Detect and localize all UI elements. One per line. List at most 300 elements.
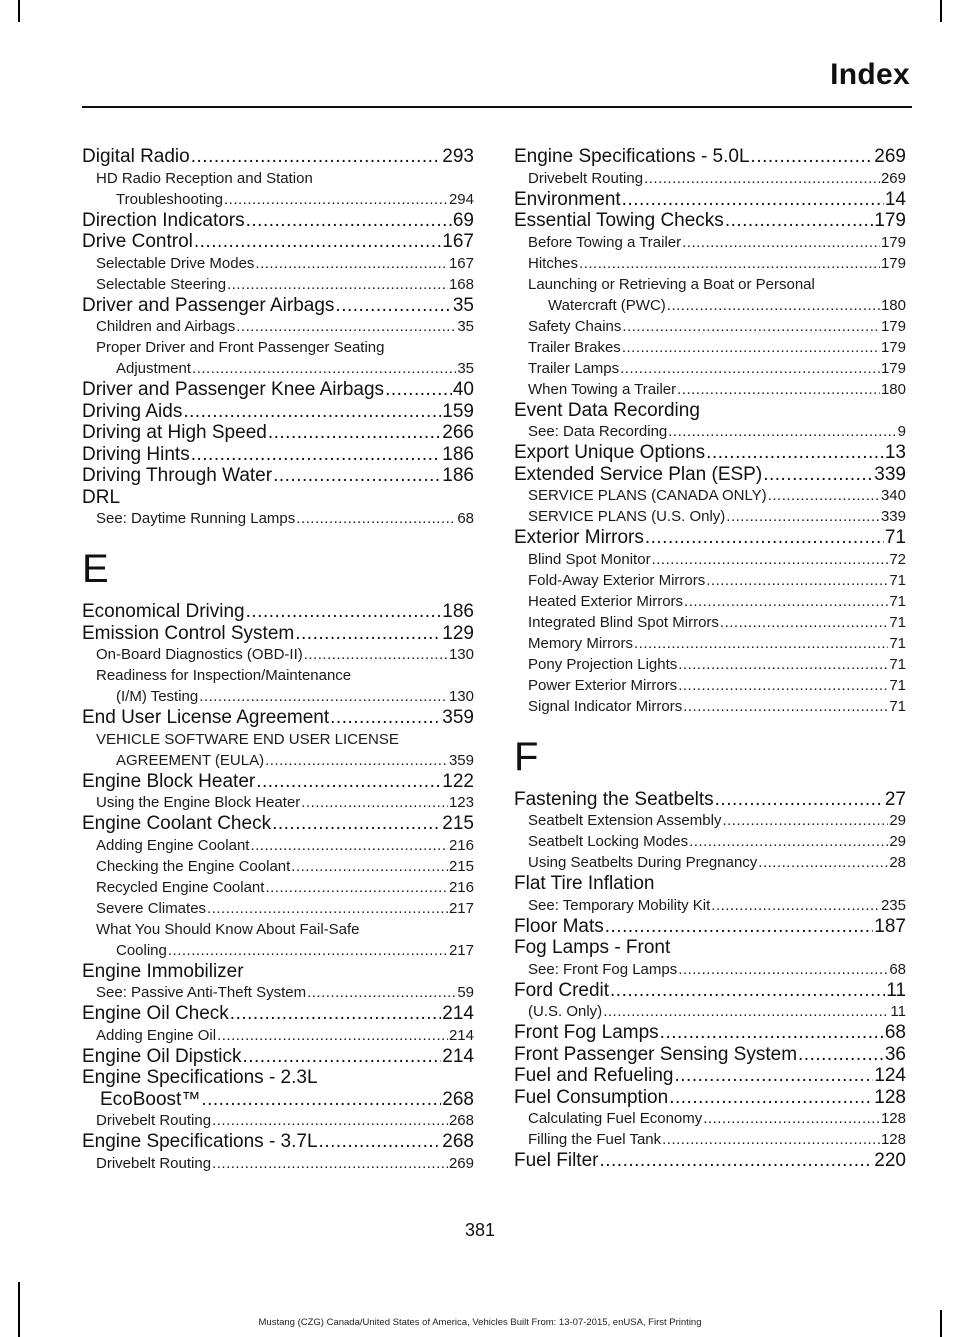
entry-page-number: 35	[452, 294, 474, 316]
entry-page-number: 69	[452, 209, 474, 231]
entry-page-number: 71	[889, 613, 906, 631]
entry-page-number: 217	[448, 899, 474, 917]
dot-leader	[273, 465, 441, 487]
entry-title: Seatbelt Locking Modes	[528, 833, 689, 850]
index-entry	[82, 253, 474, 274]
dot-leader	[212, 1110, 448, 1131]
dot-leader	[610, 980, 885, 1002]
entry-title: Recycled Engine Coolant	[96, 878, 265, 896]
dot-leader	[722, 810, 888, 831]
entry-title: Driving Through Water	[82, 465, 273, 486]
dot-leader	[652, 549, 889, 570]
index-entry	[82, 835, 474, 856]
index-heading: Engine Immobilizer	[82, 960, 244, 982]
entry-title: Engine Coolant Check	[82, 813, 272, 834]
entry-title: When Towing a Trailer	[528, 380, 677, 398]
entry-title: Calculating Fuel Economy	[528, 1110, 703, 1127]
entry-page-number: 27	[884, 788, 906, 810]
entry-title: Checking the Engine Coolant	[96, 857, 291, 875]
index-entry	[514, 421, 906, 442]
entry-page-number: 40	[452, 379, 474, 400]
entry-page-number: 214	[448, 1026, 474, 1044]
index-entry	[514, 1001, 906, 1022]
dot-leader	[667, 295, 880, 316]
index-entry	[514, 633, 906, 654]
page-title: Index	[830, 58, 910, 91]
index-entry	[514, 570, 906, 591]
entry-page-number: 68	[884, 1022, 906, 1043]
index-entry	[82, 444, 474, 466]
entry-title: Essential Towing Checks	[514, 210, 724, 231]
dot-leader	[768, 485, 880, 506]
index-entry	[82, 771, 474, 793]
entry-page-number: 216	[448, 836, 474, 854]
index-heading: Event Data Recording	[514, 399, 700, 421]
index-entry	[82, 1131, 474, 1153]
index-heading: HD Radio Reception and Station	[96, 169, 313, 187]
dot-leader	[622, 337, 880, 358]
entry-page-number: 124	[874, 1065, 906, 1086]
entry-page-number: 186	[442, 465, 474, 486]
dot-leader	[212, 1153, 448, 1174]
entry-title: Front Passenger Sensing System	[514, 1043, 798, 1065]
index-entry	[82, 465, 474, 487]
index-entry	[82, 1089, 474, 1111]
index-entry	[514, 379, 906, 400]
dot-leader	[706, 442, 884, 464]
index-entry	[514, 1065, 906, 1087]
entry-title: See: Daytime Running Lamps	[96, 510, 296, 527]
entry-page-number: 35	[457, 318, 474, 335]
index-entry	[514, 168, 906, 189]
entry-title: Engine Oil Dipstick	[82, 1045, 242, 1067]
dot-leader	[236, 316, 456, 337]
entry-page-number: 294	[448, 190, 474, 208]
dot-leader	[307, 982, 456, 1003]
entry-page-number: 359	[448, 751, 474, 769]
index-entry	[82, 401, 474, 423]
entry-title: Cooling	[116, 941, 167, 959]
entry-page-number: 13	[884, 442, 906, 463]
entry-page-number: 339	[874, 463, 906, 485]
index-entry	[82, 316, 474, 337]
index-entry	[82, 231, 474, 253]
index-entry	[514, 337, 906, 358]
index-heading: DRL	[82, 486, 121, 508]
dot-leader	[268, 422, 441, 444]
index-entry	[514, 1087, 906, 1109]
entry-page-number: 179	[880, 317, 906, 335]
dot-leader	[798, 1044, 884, 1066]
entry-page-number: 29	[889, 812, 906, 829]
entry-title: Digital Radio	[82, 146, 190, 167]
dot-leader	[683, 696, 888, 717]
index-entry	[514, 959, 906, 980]
dot-leader	[599, 1150, 873, 1172]
index-entry	[82, 1046, 474, 1068]
entry-title: Trailer Lamps	[528, 359, 620, 377]
dot-leader	[265, 877, 448, 898]
entry-page-number: 159	[442, 400, 474, 422]
entry-page-number: 186	[442, 443, 474, 465]
entry-title: Floor Mats	[514, 915, 604, 937]
dot-leader	[207, 898, 448, 919]
entry-title: Memory Mirrors	[528, 634, 633, 652]
dot-leader	[191, 146, 442, 168]
dot-leader	[763, 464, 873, 486]
entry-title: Export Unique Options	[514, 442, 706, 463]
dot-leader	[242, 1046, 441, 1068]
entry-title: Filling the Fuel Tank	[528, 1131, 662, 1148]
index-entry	[514, 1044, 906, 1066]
entry-title: Signal Indicator Mirrors	[528, 697, 683, 715]
entry-title: On-Board Diagnostics (OBD-II)	[96, 646, 303, 663]
entry-page-number: 123	[448, 794, 474, 811]
crop-mark-top-right	[940, 0, 942, 22]
entry-title: Driving at High Speed	[82, 422, 267, 443]
entry-page-number: 11	[886, 979, 906, 1001]
dot-leader	[662, 1129, 880, 1150]
entry-page-number: 71	[889, 634, 906, 652]
header-rule	[82, 106, 912, 108]
entry-page-number: 71	[889, 571, 906, 589]
index-entry	[82, 601, 474, 623]
dot-leader	[319, 1131, 442, 1153]
entry-page-number: 9	[897, 423, 906, 440]
entry-page-number: 187	[874, 915, 906, 937]
dot-leader	[291, 856, 448, 877]
entry-page-number: 339	[880, 508, 906, 525]
index-entry	[514, 253, 906, 274]
dot-leader	[256, 771, 441, 793]
entry-title: Heated Exterior Mirrors	[528, 592, 684, 610]
index-heading: Fog Lamps - Front	[514, 937, 671, 958]
index-entry	[82, 1003, 474, 1025]
index-entry	[82, 379, 474, 401]
entry-page-number: 71	[889, 697, 906, 715]
dot-leader	[668, 421, 896, 442]
dot-leader	[330, 707, 441, 729]
index-entry	[514, 895, 906, 916]
index-entry	[82, 358, 474, 379]
dot-leader	[669, 1087, 873, 1109]
dot-leader	[706, 570, 888, 591]
entry-title: (I/M) Testing	[116, 688, 199, 705]
entry-title: Engine Specifications - 5.0L	[514, 146, 750, 167]
index-entry	[82, 422, 474, 444]
entry-page-number: 71	[889, 655, 906, 673]
entry-title: AGREEMENT (EULA)	[116, 751, 265, 769]
dot-leader	[620, 358, 880, 379]
index-entry	[514, 549, 906, 570]
dot-leader	[295, 623, 441, 645]
dot-leader	[677, 379, 880, 400]
entry-title: Blind Spot Monitor	[528, 550, 651, 568]
dot-leader	[644, 168, 880, 189]
dot-leader	[224, 189, 448, 210]
index-entry	[514, 358, 906, 379]
entry-title: (U.S. Only)	[528, 1003, 603, 1020]
entry-title: SERVICE PLANS (CANADA ONLY)	[528, 487, 767, 504]
index-entry	[82, 898, 474, 919]
dot-leader	[183, 401, 441, 423]
index-entry	[82, 707, 474, 729]
entry-title: Trailer Brakes	[528, 338, 621, 356]
index-entry	[82, 274, 474, 295]
entry-page-number: 28	[889, 854, 906, 871]
entry-page-number: 359	[442, 707, 474, 728]
entry-title: Environment	[514, 188, 621, 210]
entry-page-number: 72	[889, 550, 906, 568]
index-entry	[514, 506, 906, 527]
index-entry	[514, 316, 906, 337]
index-entry	[514, 675, 906, 696]
dot-leader	[678, 654, 888, 675]
entry-title: Selectable Drive Modes	[96, 254, 255, 272]
index-entry	[514, 591, 906, 612]
index-entry	[514, 527, 906, 549]
entry-page-number: 168	[448, 275, 474, 293]
entry-title: Drive Control	[82, 231, 193, 252]
dot-leader	[250, 835, 448, 856]
index-entry	[514, 146, 906, 168]
entry-title: Drivebelt Routing	[96, 1154, 212, 1172]
dot-leader	[711, 895, 880, 916]
crop-mark-bottom-left	[18, 1282, 20, 1337]
entry-title: Extended Service Plan (ESP)	[514, 463, 763, 485]
index-entry	[514, 980, 906, 1002]
entry-title: Fuel Filter	[514, 1150, 599, 1171]
entry-title: See: Temporary Mobility Kit	[528, 896, 711, 914]
entry-page-number: 180	[880, 296, 906, 314]
entry-page-number: 122	[442, 770, 474, 792]
entry-page-number: 269	[880, 169, 906, 187]
entry-title: End User License Agreement	[82, 707, 330, 728]
dot-leader	[255, 253, 448, 274]
entry-page-number: 214	[442, 1045, 474, 1067]
entry-page-number: 130	[448, 646, 474, 663]
index-heading: What You Should Know About Fail-Safe	[96, 920, 360, 938]
entry-page-number: 268	[442, 1131, 474, 1152]
entry-page-number: 68	[457, 510, 474, 527]
index-entry	[82, 686, 474, 707]
entry-page-number: 129	[442, 622, 474, 644]
entry-page-number: 167	[448, 254, 474, 272]
index-entry	[514, 789, 906, 811]
index-heading: VEHICLE SOFTWARE END USER LICENSE	[96, 730, 399, 748]
index-entry	[514, 442, 906, 464]
index-entry	[82, 856, 474, 877]
entry-page-number: 36	[884, 1043, 906, 1065]
index-entry	[514, 464, 906, 486]
index-heading: Readiness for Inspection/Maintenance	[96, 667, 352, 684]
entry-page-number: 217	[448, 941, 474, 959]
entry-title: SERVICE PLANS (U.S. Only)	[528, 508, 726, 525]
index-entry	[514, 210, 906, 232]
entry-title: Pony Projection Lights	[528, 655, 678, 673]
dot-leader	[304, 644, 448, 665]
dot-leader	[675, 1065, 874, 1087]
entry-title: See: Passive Anti-Theft System	[96, 984, 307, 1001]
entry-page-number: 268	[442, 1088, 474, 1110]
dot-leader	[201, 1089, 441, 1111]
entry-title: Selectable Steering	[96, 275, 227, 293]
index-entry	[82, 146, 474, 168]
entry-title: Driver and Passenger Knee Airbags	[82, 379, 385, 400]
index-entry	[514, 916, 906, 938]
entry-title: Driving Aids	[82, 400, 183, 422]
index-column-left	[82, 146, 474, 1174]
dot-leader	[230, 1003, 442, 1025]
entry-page-number: 179	[874, 210, 906, 231]
index-heading: Launching or Retrieving a Boat or Personal	[528, 275, 815, 293]
dot-leader	[579, 253, 880, 274]
entry-page-number: 215	[448, 857, 474, 875]
index-entry	[514, 1022, 906, 1044]
entry-page-number: 180	[880, 380, 906, 398]
entry-title: Exterior Mirrors	[514, 527, 644, 548]
entry-title: Adjustment	[116, 360, 192, 377]
entry-page-number: 128	[874, 1086, 906, 1108]
entry-title: Emission Control System	[82, 622, 295, 644]
crop-mark-top-left	[18, 0, 20, 22]
entry-title: Drivebelt Routing	[528, 169, 644, 187]
dot-leader	[265, 750, 448, 771]
entry-page-number: 215	[442, 813, 474, 834]
entry-page-number: 29	[889, 833, 906, 850]
entry-page-number: 59	[457, 984, 474, 1001]
entry-title: Troubleshooting	[116, 190, 224, 208]
entry-title: Ford Credit	[514, 979, 610, 1001]
dot-leader	[678, 959, 888, 980]
entry-page-number: 35	[457, 360, 474, 377]
dot-leader	[246, 601, 442, 623]
entry-page-number: 128	[880, 1110, 906, 1127]
index-entry	[514, 1108, 906, 1129]
entry-title: Front Fog Lamps	[514, 1022, 659, 1043]
index-entry	[82, 644, 474, 665]
index-heading: Proper Driver and Front Passenger Seating	[96, 339, 385, 356]
entry-page-number: 269	[448, 1154, 474, 1172]
dot-leader	[678, 675, 888, 696]
index-entry	[514, 810, 906, 831]
section-letter: E	[82, 547, 109, 591]
entry-page-number: 340	[880, 487, 906, 504]
dot-leader	[192, 358, 456, 379]
entry-title: Safety Chains	[528, 317, 622, 335]
dot-leader	[191, 444, 442, 466]
index-entry	[82, 623, 474, 645]
entry-title: Power Exterior Mirrors	[528, 676, 678, 694]
index-heading: Engine Specifications - 2.3L	[82, 1067, 318, 1088]
entry-title: Using the Engine Block Heater	[96, 794, 301, 811]
entry-page-number: 167	[442, 231, 474, 252]
index-entry	[82, 1025, 474, 1046]
entry-page-number: 68	[889, 960, 906, 978]
entry-title: Adding Engine Oil	[96, 1026, 217, 1044]
dot-leader	[296, 508, 456, 529]
dot-leader	[703, 1108, 880, 1129]
entry-page-number: 186	[442, 601, 474, 622]
dot-leader	[726, 506, 880, 527]
index-entry	[82, 813, 474, 835]
index-entry	[514, 696, 906, 717]
entry-title: Fuel Consumption	[514, 1086, 669, 1108]
entry-page-number: 269	[874, 146, 906, 167]
entry-page-number: 71	[889, 592, 906, 610]
entry-title: Direction Indicators	[82, 209, 245, 231]
dot-leader	[684, 591, 888, 612]
index-entry	[514, 852, 906, 873]
entry-title: See: Front Fog Lamps	[528, 960, 678, 978]
dot-leader	[194, 231, 441, 253]
dot-leader	[660, 1022, 884, 1044]
entry-page-number: 14	[884, 188, 906, 210]
index-entry	[82, 1153, 474, 1174]
entry-title: Driver and Passenger Airbags	[82, 294, 335, 316]
entry-title: EcoBoost™	[100, 1088, 201, 1110]
entry-title: Engine Block Heater	[82, 770, 256, 792]
index-entry	[82, 189, 474, 210]
entry-page-number: 214	[442, 1003, 474, 1024]
entry-title: Watercraft (PWC)	[548, 296, 666, 314]
entry-page-number: 71	[884, 527, 906, 548]
entry-page-number: 220	[874, 1150, 906, 1171]
entry-title: See: Data Recording	[528, 423, 668, 440]
entry-page-number: 266	[442, 422, 474, 443]
index-entry	[514, 189, 906, 211]
entry-title: Engine Oil Check	[82, 1003, 229, 1024]
index-entry	[514, 485, 906, 506]
entry-page-number: 179	[880, 359, 906, 377]
index-heading: Flat Tire Inflation	[514, 873, 655, 894]
section-letter: F	[514, 734, 539, 779]
entry-page-number: 268	[448, 1112, 474, 1129]
index-entry	[82, 1110, 474, 1131]
index-entry	[514, 612, 906, 633]
dot-leader	[634, 633, 888, 654]
dot-leader	[622, 316, 880, 337]
index-entry	[82, 877, 474, 898]
entry-page-number: 293	[442, 146, 474, 167]
index-entry	[82, 210, 474, 232]
index-entry	[82, 940, 474, 961]
index-entry	[514, 295, 906, 316]
entry-title: Driving Hints	[82, 443, 190, 465]
dot-leader	[301, 792, 448, 813]
dot-leader	[758, 852, 888, 873]
dot-leader	[715, 789, 884, 811]
index-entry	[82, 508, 474, 529]
index-entry	[514, 1129, 906, 1150]
dot-leader	[246, 210, 452, 232]
dot-leader	[335, 295, 451, 317]
dot-leader	[227, 274, 448, 295]
index-entry	[82, 750, 474, 771]
dot-leader	[689, 831, 888, 852]
index-entry	[514, 831, 906, 852]
dot-leader	[168, 940, 448, 961]
entry-page-number: 216	[448, 878, 474, 896]
entry-page-number: 235	[880, 896, 906, 914]
entry-title: Fold-Away Exterior Mirrors	[528, 571, 706, 589]
index-column-right	[514, 146, 906, 1172]
entry-title: Engine Specifications - 3.7L	[82, 1131, 318, 1152]
entry-title: Severe Climates	[96, 899, 207, 917]
entry-page-number: 179	[880, 254, 906, 272]
dot-leader	[725, 210, 873, 232]
entry-title: Adding Engine Coolant	[96, 836, 250, 854]
